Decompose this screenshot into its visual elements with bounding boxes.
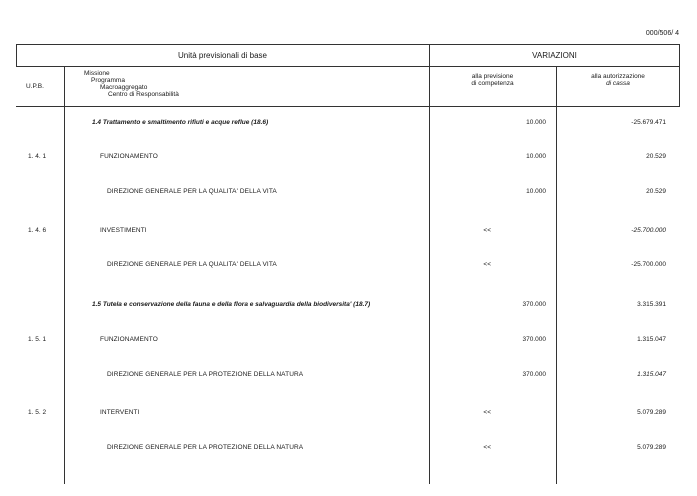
competenza-value: << bbox=[483, 261, 491, 268]
row-description: FUNZIONAMENTO bbox=[100, 153, 158, 160]
table-row bbox=[16, 258, 680, 272]
row-description: FUNZIONAMENTO bbox=[100, 336, 158, 343]
row-description: INVESTIMENTI bbox=[100, 227, 147, 234]
cassa-value: -25.700.000 bbox=[631, 227, 666, 234]
competenza-value: 10.000 bbox=[526, 188, 546, 195]
cassa-value: -25.700.000 bbox=[631, 261, 666, 268]
row-description: INTERVENTI bbox=[100, 409, 140, 416]
header-missione: Missione bbox=[84, 70, 110, 77]
table-row bbox=[16, 224, 680, 238]
header-competenza-line1: alla previsione bbox=[471, 73, 514, 80]
row-description: DIREZIONE GENERALE PER LA QUALITA' DELLA VITA bbox=[107, 261, 277, 268]
header-centro: Centro di Responsabilità bbox=[108, 91, 179, 98]
cassa-value: 1.315.047 bbox=[637, 336, 666, 343]
header-competenza-line2: di competenza bbox=[471, 80, 514, 87]
row-description: 1.5 Tutela e conservazione della fauna e della flora e salvaguardia della biodiversita' (18.7) bbox=[92, 301, 371, 308]
budget-table bbox=[16, 44, 680, 484]
upb-code: 1. 5. 1 bbox=[28, 336, 47, 343]
header-cassa-line2: di cassa bbox=[606, 80, 630, 87]
header-variazioni: VARIAZIONI bbox=[532, 51, 577, 60]
competenza-value: 370.000 bbox=[522, 371, 546, 378]
header-cassa-line1: alla autorizzazione bbox=[591, 73, 645, 80]
cassa-value: 1.315.047 bbox=[637, 371, 666, 378]
table-row bbox=[16, 406, 680, 420]
table-top-rule bbox=[16, 44, 680, 45]
cassa-value: 20.529 bbox=[646, 153, 666, 160]
table-row bbox=[16, 298, 680, 312]
table-row bbox=[16, 441, 680, 455]
cassa-value: -25.679.471 bbox=[631, 119, 666, 126]
header-unita: Unità previsionali di base bbox=[178, 51, 267, 60]
competenza-value: 370.000 bbox=[522, 301, 546, 308]
competenza-value: << bbox=[483, 444, 491, 451]
competenza-value: 370.000 bbox=[522, 336, 546, 343]
header-upb: U.P.B. bbox=[26, 83, 44, 90]
table-row bbox=[16, 150, 680, 164]
row-description: DIREZIONE GENERALE PER LA PROTEZIONE DELLA NATURA bbox=[107, 371, 304, 378]
header-rule-1 bbox=[16, 66, 680, 67]
row-description: DIREZIONE GENERALE PER LA QUALITA' DELLA VITA bbox=[107, 188, 277, 195]
upb-code: 1. 5. 2 bbox=[28, 409, 47, 416]
header-macroaggregato: Macroaggregato bbox=[100, 84, 148, 91]
table-row bbox=[16, 333, 680, 347]
document-id: 000/506/ 4 bbox=[645, 30, 679, 37]
table-row bbox=[16, 185, 680, 199]
cassa-value: 5.079.289 bbox=[637, 444, 666, 451]
competenza-value: 10.000 bbox=[526, 119, 546, 126]
competenza-value: << bbox=[483, 227, 491, 234]
cassa-value: 5.079.289 bbox=[637, 409, 666, 416]
row-description: DIREZIONE GENERALE PER LA PROTEZIONE DELLA NATURA bbox=[107, 444, 304, 451]
upb-code: 1. 4. 1 bbox=[28, 153, 47, 160]
table-row bbox=[16, 116, 680, 130]
cassa-value: 20.529 bbox=[646, 188, 666, 195]
competenza-value: << bbox=[483, 409, 491, 416]
row-description: 1.4 Trattamento e smaltimento rifiuti e acque reflue (18.6) bbox=[92, 119, 269, 126]
competenza-value: 10.000 bbox=[526, 153, 546, 160]
table-row bbox=[16, 368, 680, 382]
header-programma: Programma bbox=[91, 77, 125, 84]
cassa-value: 3.315.391 bbox=[637, 301, 666, 308]
upb-code: 1. 4. 6 bbox=[28, 227, 47, 234]
header-rule-2 bbox=[16, 106, 680, 107]
